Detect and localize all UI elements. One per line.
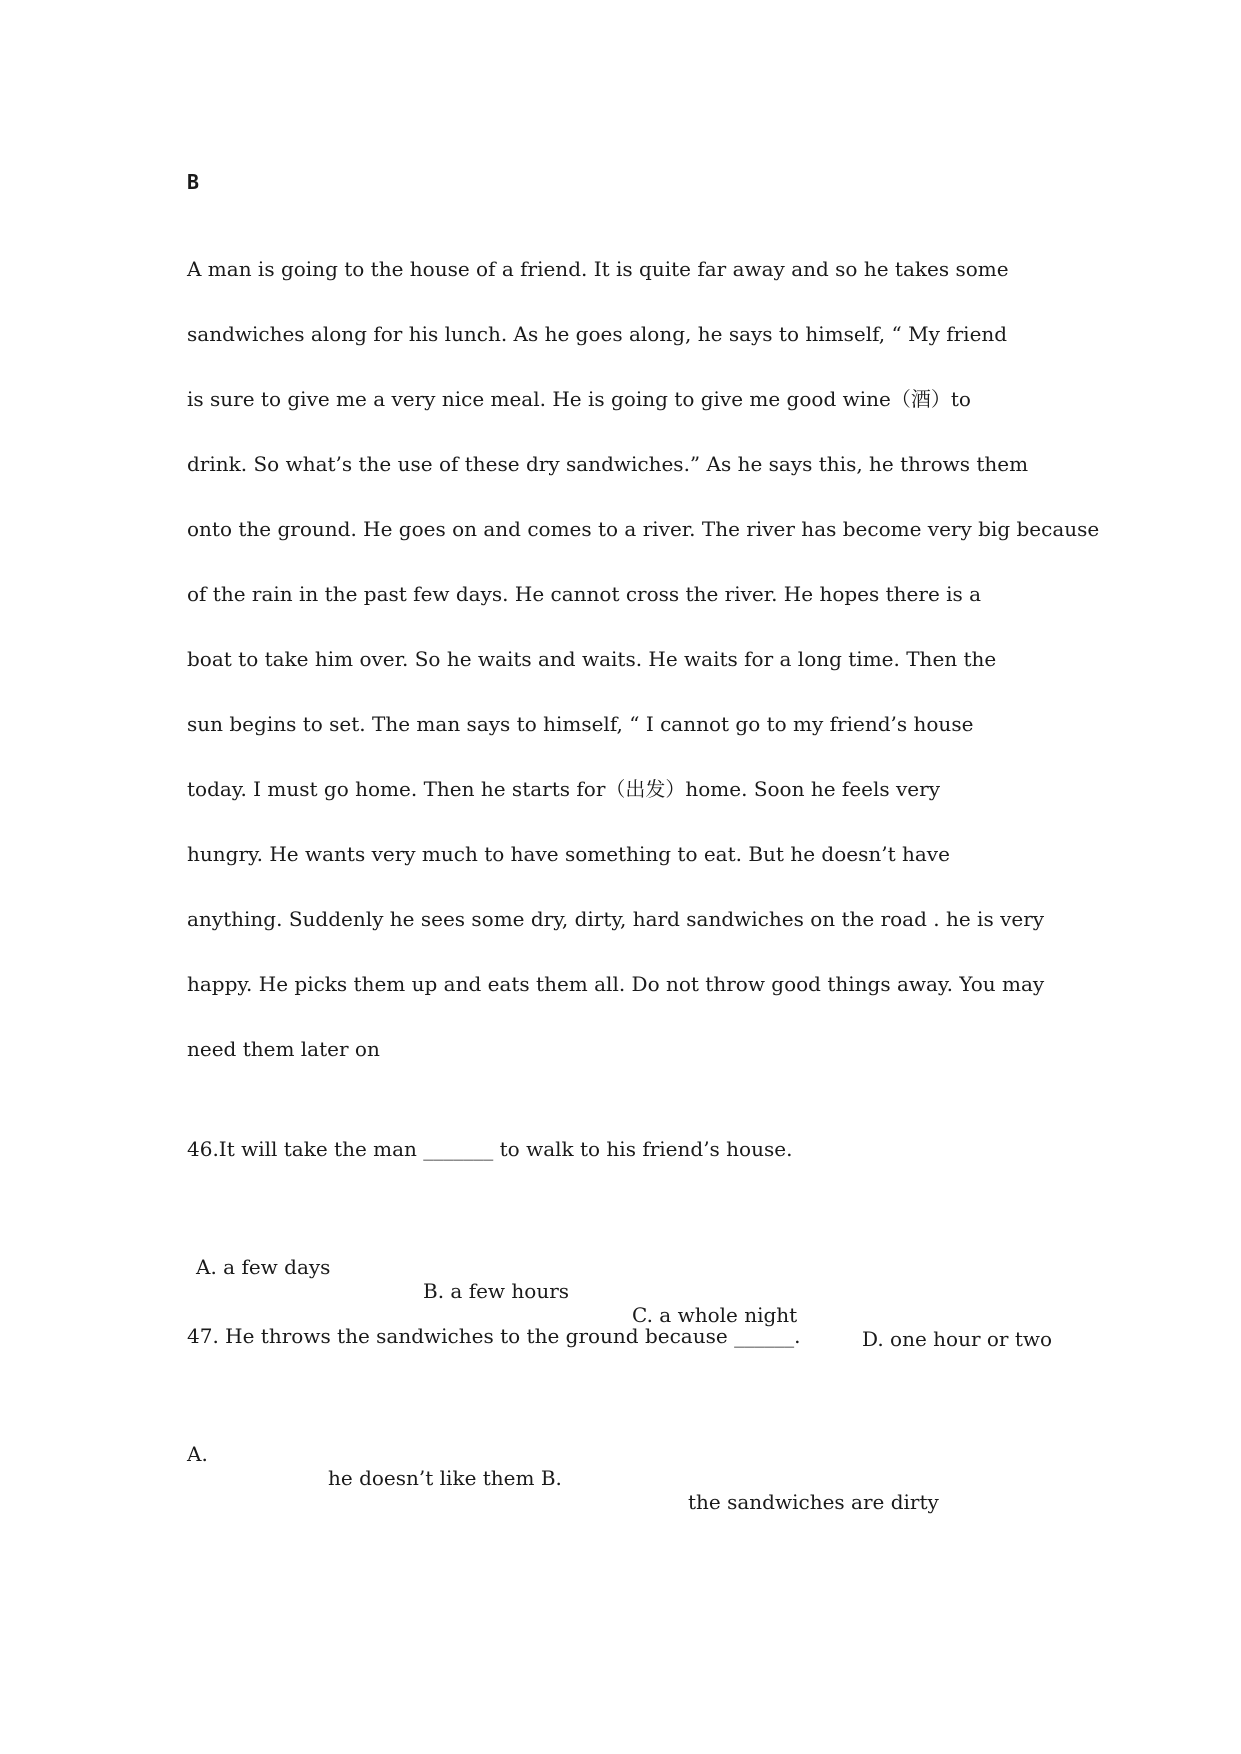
option-47-b: the sandwiches are dirty: [688, 1490, 939, 1514]
passage-line: of the rain in the past few days. He cannot cross the river. He hopes there is a: [187, 582, 982, 606]
option-46-d: D. one hour or two: [862, 1327, 1053, 1351]
passage-line: drink. So what’s the use of these dry sandwiches.” As he says this, he throws them: [187, 452, 1029, 476]
passage-line: A man is going to the house of a friend. It is quite far away and so he takes some: [187, 257, 1009, 281]
option-46-c: C. a whole night: [632, 1303, 798, 1327]
question-47-stem: 47. He throws the sandwiches to the ground because ______.: [187, 1324, 801, 1348]
passage-line: today. I must go home. Then he starts for（出发）home. Soon he feels very: [187, 777, 940, 801]
passage-line: happy. He picks them up and eats them all. Do not throw good things away. You may: [187, 972, 1045, 996]
passage-line: hungry. He wants very much to have something to eat. But he doesn’t have: [187, 842, 950, 866]
passage-line: sun begins to set. The man says to himself, “ I cannot go to my friend’s house: [187, 712, 974, 736]
option-46-a: A. a few days: [196, 1255, 331, 1279]
passage-line: is sure to give me a very nice meal. He is going to give me good wine（酒）to: [187, 387, 971, 411]
passage-line: onto the ground. He goes on and comes to a river. The river has become very big because: [187, 517, 1100, 541]
passage-line: anything. Suddenly he sees some dry, dirty, hard sandwiches on the road . he is very: [187, 907, 1045, 931]
section-label: B: [187, 170, 200, 194]
question-46-stem: 46.It will take the man _______ to walk to his friend’s house.: [187, 1137, 793, 1161]
option-47-a-label: A.: [187, 1442, 208, 1466]
passage-line: need them later on: [187, 1037, 380, 1061]
passage-line: sandwiches along for his lunch. As he goes along, he says to himself, “ My friend: [187, 322, 1008, 346]
option-47-a: he doesn’t like them B.: [328, 1466, 562, 1490]
question-47-options: [0, 1418, 1241, 1514]
reading-passage: [187, 257, 1117, 1102]
passage-line: boat to take him over. So he waits and waits. He waits for a long time. Then the: [187, 647, 997, 671]
option-46-b: B. a few hours: [423, 1279, 570, 1303]
